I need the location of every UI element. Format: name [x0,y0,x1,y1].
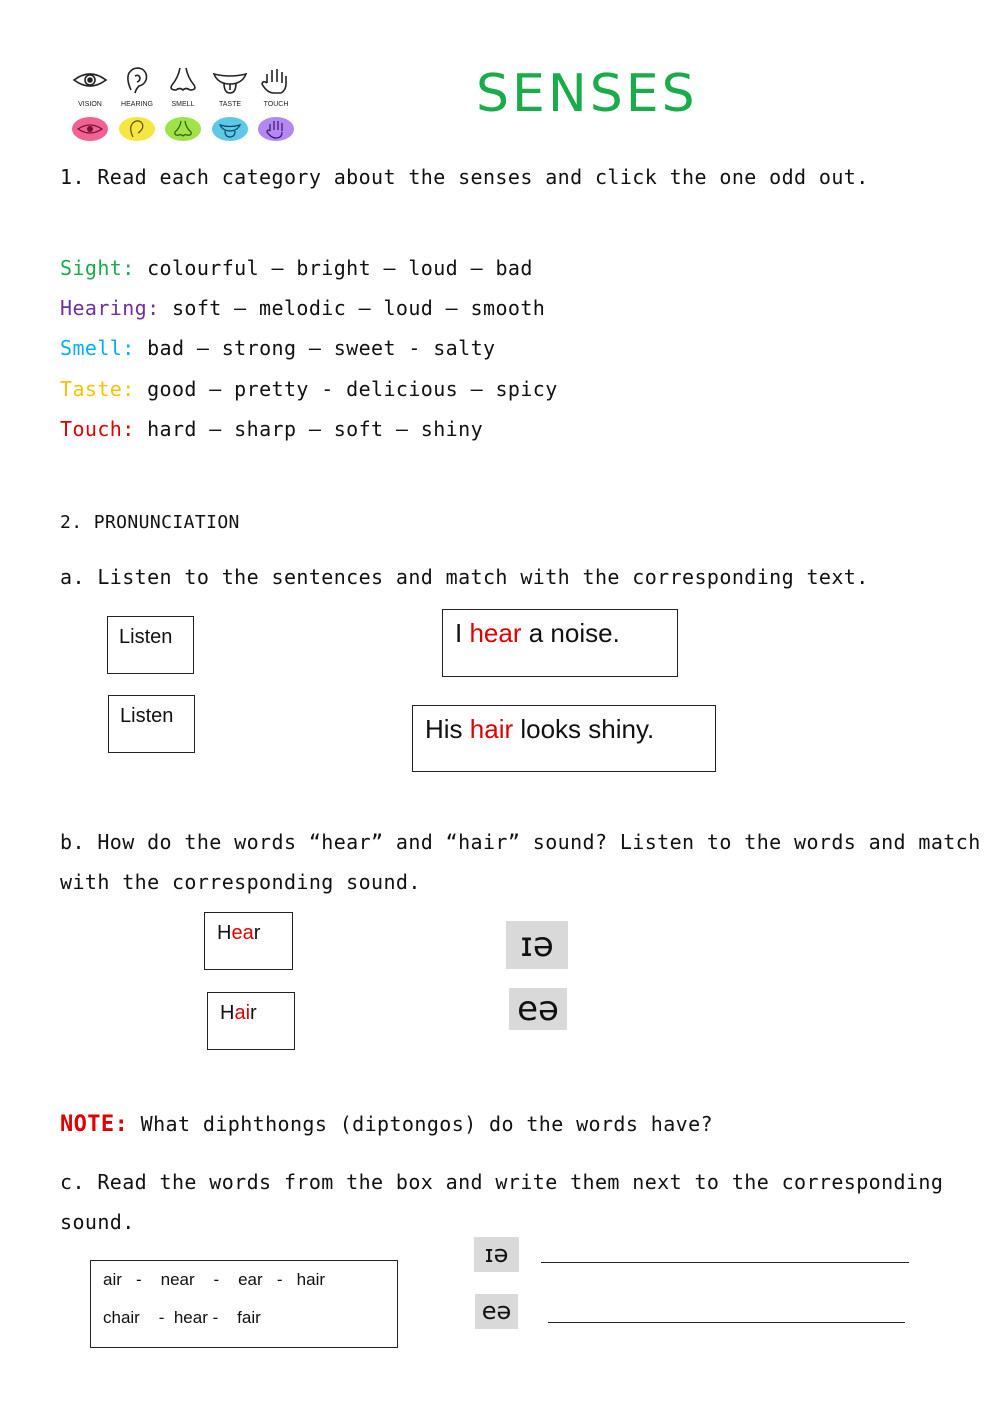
vision-label: VISION [78,101,102,108]
category-label: Touch: [60,417,135,441]
tongue-color-icon [212,117,248,141]
word-bank-line2[interactable]: chair - hear - fair [103,1308,261,1327]
word-box-hair[interactable] [207,992,295,1050]
hearing-label: HEARING [121,101,153,108]
q2c-instruction-line2: sound. [60,1210,135,1234]
ear-color-icon [119,117,155,141]
word-text [220,1002,257,1025]
eye-icon [74,74,106,86]
category-words[interactable]: good – pretty - delicious – spicy [134,377,558,401]
listen-label: Listen [119,626,173,648]
category-words[interactable]: soft – melodic – loud – smooth [159,296,546,320]
sentence-part: a noise. [521,618,620,648]
smell-label: SMELL [171,101,195,108]
hand-color-icon [258,117,294,141]
sentence-part: His [425,714,470,744]
sentence-part: I [455,618,470,648]
q2b-instruction-line2: with the corresponding sound. [60,870,421,894]
q2a-instruction: a. Listen to the sentences and match with the corresponding text. [60,565,869,589]
word-part: r [250,1002,257,1024]
note-label: NOTE: [60,1112,129,1137]
category-taste[interactable] [60,377,558,401]
category-label: Smell: [60,336,135,360]
category-label: Hearing: [60,296,160,320]
word-highlight: ea [231,922,254,944]
word-part: H [217,922,232,944]
category-touch[interactable] [60,417,483,441]
sound-ea[interactable]: eə [509,988,567,1030]
category-words[interactable]: bad – strong – sweet - salty [134,336,496,360]
listen-label: Listen [120,705,174,727]
word-highlight: ai [234,1002,251,1024]
sentence-box-2[interactable] [412,705,716,772]
touch-label: TOUCH [263,101,289,108]
tongue-icon [214,74,246,93]
write-sound-ie: ɪə [474,1237,519,1272]
q2b-instruction-line1: b. How do the words “hear” and “hair” sound? Listen to the words and match [60,830,981,854]
q1-instruction: 1. Read each category about the senses and click the one odd out. [60,165,869,189]
q2c-instruction-line1: c. Read the words from the box and write them next to the corresponding [60,1170,944,1194]
word-part: r [253,922,261,944]
senses-icon-strip [60,60,310,150]
sound-ie[interactable]: ɪə [506,921,568,969]
page-title: SENSES [476,64,698,124]
hand-icon [262,69,286,93]
sentence-text [455,618,620,649]
nose-color-icon [165,117,201,141]
answer-line-ie[interactable] [541,1244,909,1263]
nose-icon [171,68,195,90]
note-text: What diphthongs (diptongos) do the words have? [128,1112,713,1136]
sentence-highlight: hear [469,618,522,648]
category-sight[interactable] [60,256,533,280]
sentence-part: looks shiny. [513,714,655,744]
category-smell[interactable] [60,336,495,360]
category-label: Taste: [60,377,135,401]
category-hearing[interactable] [60,296,545,320]
listen-button-1[interactable] [107,616,194,674]
note-line [60,1112,713,1137]
word-box-hear[interactable] [204,912,293,970]
answer-line-ea[interactable] [548,1304,905,1323]
write-sound-ea: eə [475,1294,518,1329]
eye-color-icon [72,117,108,141]
category-label: Sight: [60,256,135,280]
word-bank-box [90,1260,398,1348]
q2-heading: 2. PRONUNCIATION [60,512,240,533]
listen-button-2[interactable] [108,695,195,753]
sentence-text [425,714,654,745]
sentence-box-1[interactable] [442,609,678,677]
sentence-highlight: hair [469,714,514,744]
ear-icon [128,68,147,93]
category-words[interactable]: colourful – bright – loud – bad [134,256,533,280]
taste-label: TASTE [218,101,242,108]
word-part: H [220,1002,235,1024]
word-bank-line1[interactable]: air - near - ear - hair [103,1270,326,1289]
word-text [217,922,260,945]
category-words[interactable]: hard – sharp – soft – shiny [134,417,484,441]
